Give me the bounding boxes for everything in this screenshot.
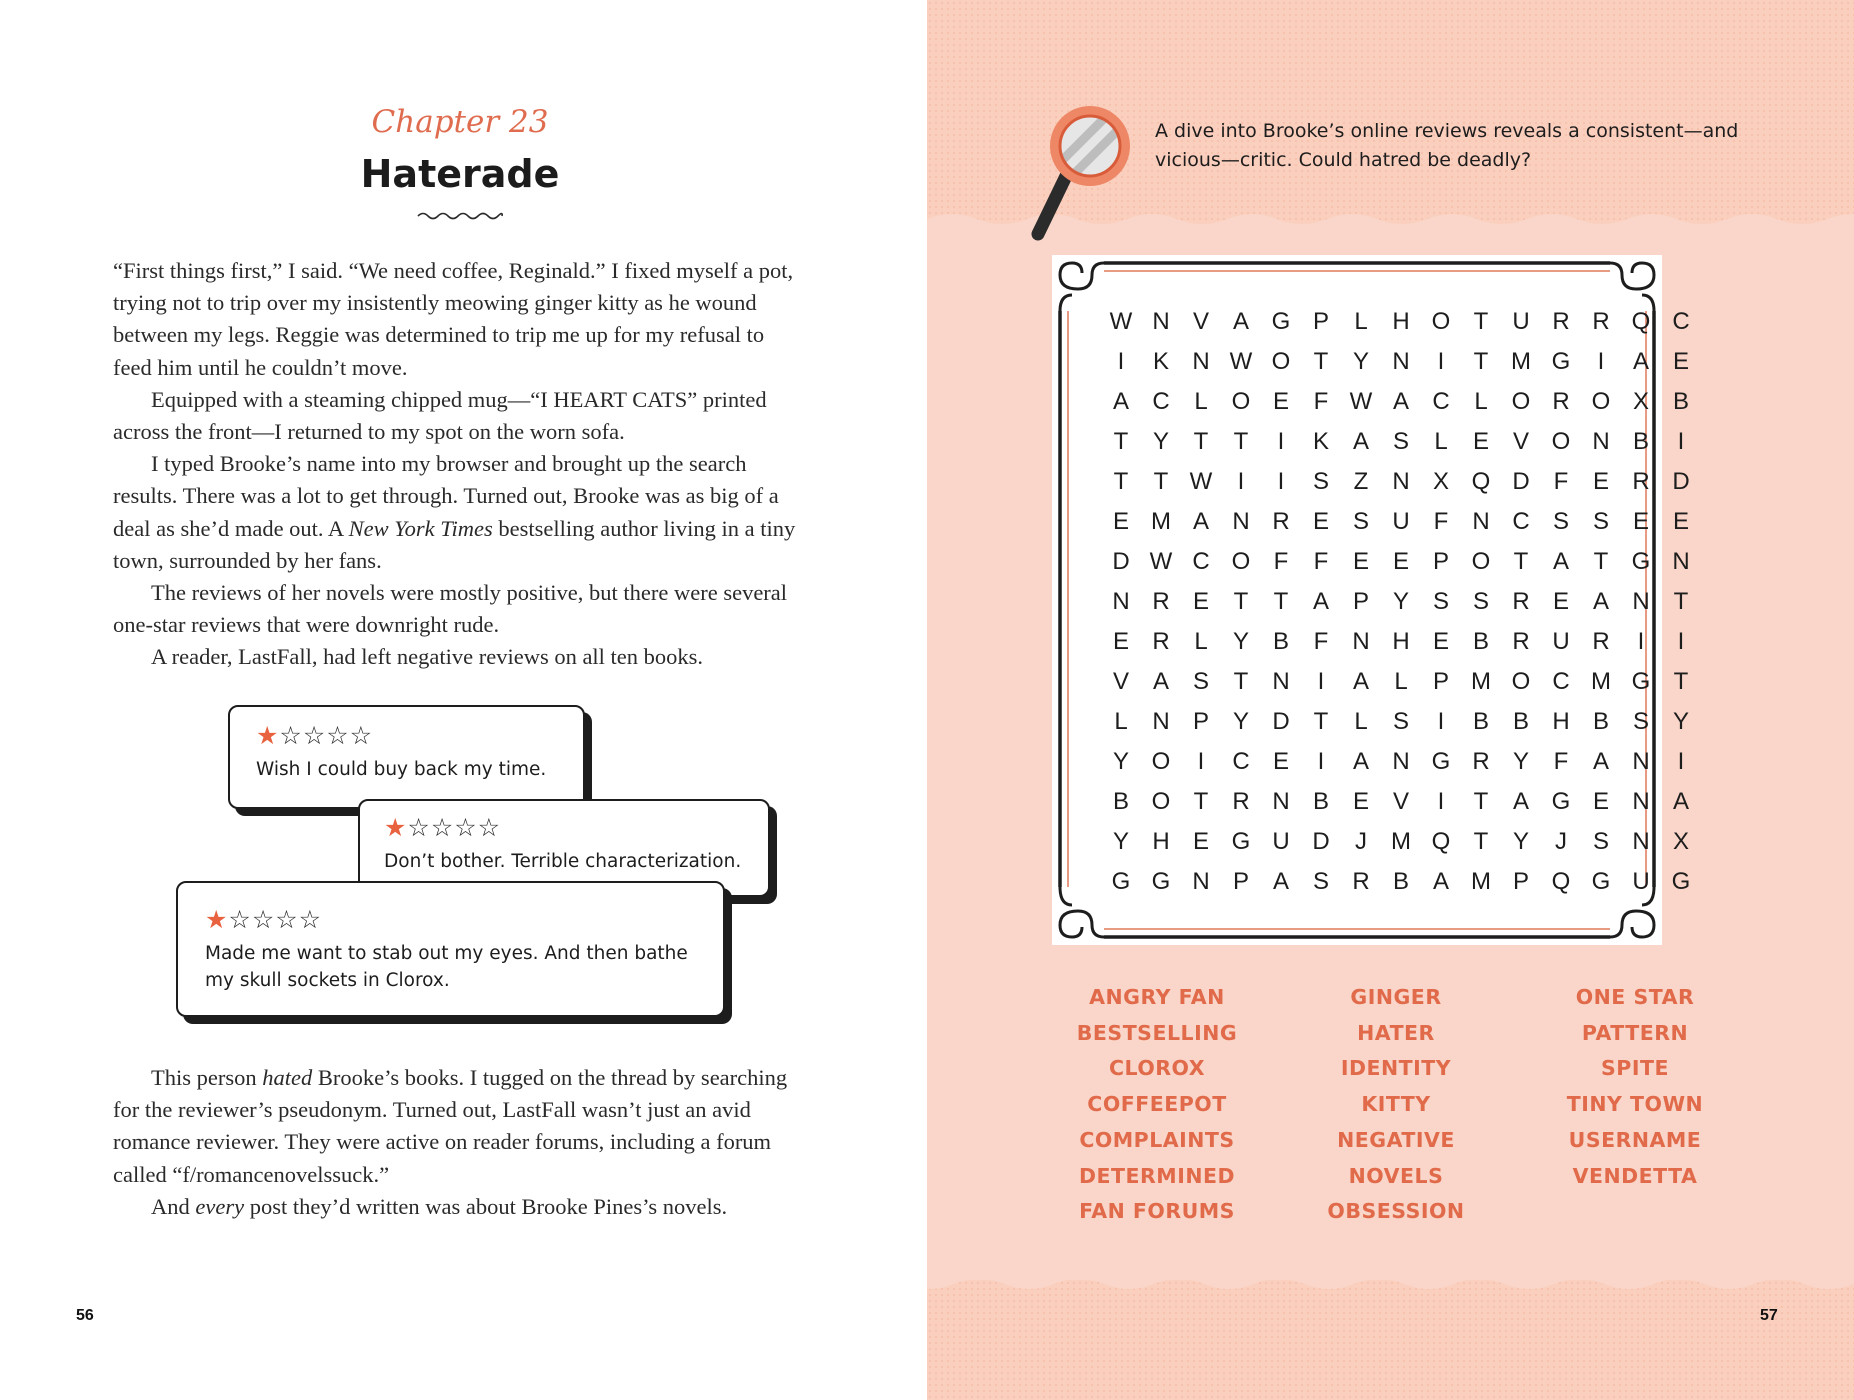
grid-letter[interactable]: H [1552,708,1570,735]
grid-letter[interactable]: B [1392,868,1409,895]
grid-letter[interactable]: E [1192,588,1209,615]
grid-letter[interactable]: S [1592,508,1609,535]
grid-letter[interactable]: L [1194,628,1208,655]
grid-letter[interactable]: S [1312,868,1329,895]
grid-letter[interactable]: Q [1471,468,1491,495]
star-rating [256,723,583,748]
grid-letter[interactable]: R [1152,588,1170,615]
grid-letter[interactable]: M [1151,508,1171,535]
grid-letter[interactable]: T [1233,428,1249,455]
grid-letter[interactable]: A [1352,668,1369,695]
word-list-item: DETERMINED [1079,1163,1235,1188]
grid-letter[interactable]: I [1197,748,1205,775]
grid-letter[interactable]: E [1112,628,1129,655]
grid-letter[interactable]: E [1472,428,1489,455]
grid-letter[interactable]: R [1592,628,1610,655]
grid-letter[interactable]: B [1632,428,1649,455]
grid-letter[interactable]: O [1231,388,1251,415]
grid-letter[interactable]: G [1591,868,1611,895]
grid-letter[interactable]: P [1192,708,1209,735]
grid-letter[interactable]: T [1673,588,1689,615]
grid-letter[interactable]: A [1592,588,1609,615]
grid-letter[interactable]: O [1271,348,1291,375]
grid-letter[interactable]: X [1672,828,1689,855]
paragraph: And every post they’d written was about Brooke Pines’s novels. [151,1193,728,1219]
grid-letter[interactable]: C [1512,508,1530,535]
grid-letter[interactable]: Y [1672,708,1689,735]
grid-letter[interactable]: A [1592,748,1609,775]
grid-letter[interactable]: N [1392,348,1410,375]
grid-letter[interactable]: C [1552,668,1570,695]
grid-letter[interactable]: N [1192,868,1210,895]
grid-letter[interactable]: O [1151,788,1171,815]
grid-letter[interactable]: O [1591,388,1611,415]
star-empty-icon: ☆☆☆☆ [228,905,323,934]
grid-letter[interactable]: N [1272,668,1290,695]
grid-letter[interactable]: C [1152,388,1170,415]
grid-letter[interactable]: J [1555,828,1567,855]
grid-letter[interactable]: M [1391,828,1411,855]
grid-letter[interactable]: R [1552,388,1570,415]
page-number-right: 57 [1760,1307,1778,1324]
grid-letter[interactable]: G [1151,868,1171,895]
grid-letter[interactable]: I [1237,468,1245,495]
grid-letter[interactable]: N [1632,788,1650,815]
grid-letter[interactable]: A [1552,548,1569,575]
grid-letter[interactable]: F [1273,548,1289,575]
grid-letter[interactable]: O [1511,668,1531,695]
grid-letter[interactable]: B [1472,708,1489,735]
grid-letter[interactable]: T [1113,428,1129,455]
grid-letter[interactable]: O [1551,428,1571,455]
grid-letter[interactable]: G [1431,748,1451,775]
word-list-item: USERNAME [1568,1127,1702,1152]
grid-letter[interactable]: N [1272,788,1290,815]
grid-letter[interactable]: R [1512,588,1530,615]
grid-letter[interactable]: E [1672,508,1689,535]
grid-letter[interactable]: K [1312,428,1329,455]
grid-letter[interactable]: I [1117,348,1125,375]
grid-letter[interactable]: N [1592,428,1610,455]
grid-letter[interactable]: T [1313,348,1329,375]
grid-letter[interactable]: U [1632,868,1650,895]
grid-letter[interactable]: F [1313,628,1329,655]
page-number-left: 56 [76,1307,94,1324]
grid-letter[interactable]: Y [1152,428,1169,455]
grid-letter[interactable]: P [1512,868,1529,895]
grid-letter[interactable]: I [1317,748,1325,775]
grid-letter[interactable]: D [1672,468,1690,495]
word-list-item: NOVELS [1348,1163,1444,1188]
word-list-item: KITTY [1361,1092,1431,1117]
grid-letter[interactable]: L [1434,428,1448,455]
grid-letter[interactable]: Q [1631,308,1651,335]
grid-letter[interactable]: M [1591,668,1611,695]
grid-letter[interactable]: R [1352,868,1370,895]
grid-letter[interactable]: A [1432,868,1449,895]
grid-letter[interactable]: O [1511,388,1531,415]
grid-letter[interactable]: N [1192,348,1210,375]
word-list-item: OBSESSION [1327,1199,1465,1224]
grid-letter[interactable]: X [1432,468,1449,495]
grid-letter[interactable]: V [1112,668,1129,695]
word-list-item: ONE STAR [1575,985,1695,1009]
paragraph: The reviews of her novels were mostly positive, but there were several one-star reviews that were downright rude. [113,580,788,638]
grid-letter[interactable]: A [1352,748,1369,775]
grid-letter[interactable]: T [1233,668,1249,695]
grid-letter[interactable]: Y [1112,748,1129,775]
body-text-top [113,255,803,674]
grid-letter[interactable]: B [1272,628,1289,655]
grid-letter[interactable]: E [1312,508,1329,535]
grid-letter[interactable]: I [1317,668,1325,695]
grid-letter[interactable]: F [1553,468,1569,495]
grid-letter[interactable]: Q [1551,868,1571,895]
grid-letter[interactable]: T [1193,788,1209,815]
grid-letter[interactable]: Z [1353,468,1369,495]
grid-letter[interactable]: R [1272,508,1290,535]
grid-letter[interactable]: I [1437,788,1445,815]
grid-letter[interactable]: E [1432,628,1449,655]
grid-letter[interactable]: S [1632,708,1649,735]
paragraph: I typed Brooke’s name into my browser and brought up the search results. There was a lot to get through. Turned out, Brooke was as big of a deal as she’d made out. A New York Times bestselling author living in a tiny town, surrounded by her fans. [113,451,796,573]
grid-letter[interactable]: W [1229,348,1253,375]
grid-letter[interactable]: E [1272,388,1289,415]
grid-letter[interactable]: L [1474,388,1488,415]
grid-letter[interactable]: H [1152,828,1170,855]
grid-letter[interactable]: E [1672,348,1689,375]
grid-letter[interactable]: L [1354,708,1368,735]
grid-letter[interactable]: W [1349,388,1373,415]
grid-letter[interactable]: A [1232,308,1249,335]
grid-letter[interactable]: N [1232,508,1250,535]
grid-letter[interactable]: W [1109,308,1133,335]
star-rating [205,907,703,932]
grid-letter[interactable]: I [1277,468,1285,495]
word-list-item: COMPLAINTS [1079,1127,1235,1152]
grid-letter[interactable]: Y [1512,748,1529,775]
grid-letter[interactable]: E [1352,548,1369,575]
grid-letter[interactable]: A [1352,428,1369,455]
grid-letter[interactable]: N [1672,548,1690,575]
grid-letter[interactable]: Y [1512,828,1529,855]
grid-letter[interactable]: A [1392,388,1409,415]
chapter-title: Haterade [360,152,560,196]
grid-letter[interactable]: T [1153,468,1169,495]
grid-letter[interactable]: B [1472,628,1489,655]
grid-letter[interactable]: R [1592,308,1610,335]
grid-letter[interactable]: Q [1431,828,1451,855]
grid-letter[interactable]: A [1192,508,1209,535]
grid-letter[interactable]: I [1437,348,1445,375]
word-list-item: VENDETTA [1572,1163,1698,1188]
grid-letter[interactable]: C [1232,748,1250,775]
star-filled-icon: ★ [205,905,229,934]
word-list-item: COFFEEPOT [1087,1092,1227,1117]
grid-letter[interactable]: F [1553,748,1569,775]
grid-letter[interactable]: R [1552,308,1570,335]
grid-letter[interactable]: P [1432,548,1449,575]
grid-letter[interactable]: T [1473,828,1489,855]
grid-letter[interactable]: P [1312,308,1329,335]
grid-letter[interactable]: A [1272,868,1289,895]
grid-letter[interactable]: T [1513,548,1529,575]
grid-letter[interactable]: S [1472,588,1489,615]
grid-letter[interactable]: S [1552,508,1569,535]
grid-letter[interactable]: P [1432,668,1449,695]
grid-letter[interactable]: A [1512,788,1529,815]
grid-letter[interactable]: A [1112,388,1129,415]
star-rating [384,815,768,840]
grid-letter[interactable]: N [1632,828,1650,855]
grid-letter[interactable]: Y [1392,588,1409,615]
grid-letter[interactable]: D [1512,468,1530,495]
grid-letter[interactable]: N [1632,588,1650,615]
paragraph: A reader, LastFall, had left negative reviews on all ten books. [151,644,704,670]
grid-letter[interactable]: Y [1232,708,1249,735]
paragraph: This person hated Brooke’s books. I tugged on the thread by searching for the reviewer’s pseudonym. Turned out, LastFall wasn’t just an avid romance reviewer. They were active on reader forums, including a forum called “f/romancenovelssuck.” [113,1065,788,1187]
squiggle-divider [416,210,504,222]
grid-letter[interactable]: B [1512,708,1529,735]
grid-letter[interactable]: B [1312,788,1329,815]
grid-letter[interactable]: E [1192,828,1209,855]
word-list-item: TINY TOWN [1566,1092,1704,1117]
grid-letter[interactable]: L [1194,388,1208,415]
grid-letter[interactable]: E [1272,748,1289,775]
grid-letter[interactable]: R [1512,628,1530,655]
grid-letter[interactable]: C [1672,308,1690,335]
grid-letter[interactable]: P [1352,588,1369,615]
grid-letter[interactable]: G [1111,868,1131,895]
grid-letter[interactable]: T [1593,548,1609,575]
grid-letter[interactable]: N [1632,748,1650,775]
grid-letter[interactable]: R [1232,788,1250,815]
grid-letter[interactable]: N [1472,508,1490,535]
star-empty-icon: ☆☆☆☆ [279,721,374,750]
grid-letter[interactable]: T [1473,788,1489,815]
grid-letter[interactable]: O [1151,748,1171,775]
grid-letter[interactable]: G [1671,868,1691,895]
word-list-item: HATER [1357,1020,1435,1045]
grid-letter[interactable]: U [1512,308,1530,335]
grid-letter[interactable]: B [1672,388,1689,415]
grid-letter[interactable]: R [1632,468,1650,495]
grid-letter[interactable]: G [1271,308,1291,335]
grid-letter[interactable]: O [1431,308,1451,335]
grid-letter[interactable]: I [1677,428,1685,455]
grid-letter[interactable]: E [1592,468,1609,495]
grid-letter[interactable]: V [1512,428,1529,455]
grid-letter[interactable]: R [1472,748,1490,775]
star-empty-icon: ☆☆☆☆ [407,813,502,842]
grid-letter[interactable]: C [1432,388,1450,415]
grid-letter[interactable]: T [1673,668,1689,695]
word-list-item: BESTSELLING [1076,1020,1238,1045]
word-list-item: NEGATIVE [1337,1127,1455,1152]
grid-letter[interactable]: U [1272,828,1290,855]
grid-letter[interactable]: N [1152,308,1170,335]
grid-letter[interactable]: Y [1232,628,1249,655]
grid-letter[interactable]: N [1112,588,1130,615]
grid-letter[interactable]: N [1392,468,1410,495]
grid-letter[interactable]: L [1114,708,1128,735]
grid-letter[interactable]: S [1192,668,1209,695]
body-text-bottom [113,1062,803,1223]
grid-letter[interactable]: G [1631,548,1651,575]
grid-letter[interactable]: T [1193,428,1209,455]
wave-divider-bottom [927,1270,1854,1300]
word-list-item: IDENTITY [1340,1056,1452,1081]
grid-letter[interactable]: E [1592,788,1609,815]
grid-letter[interactable]: B [1112,788,1129,815]
magnifying-glass-icon [1028,102,1153,247]
grid-letter[interactable]: I [1677,628,1685,655]
grid-letter[interactable]: T [1273,588,1289,615]
grid-letter[interactable]: C [1192,548,1210,575]
paragraph: Equipped with a steaming chipped mug—“I HEART CATS” printed across the front—I returned to my spot on the worn sofa. [113,386,767,445]
word-list-item: PATTERN [1581,1020,1689,1045]
grid-letter[interactable]: G [1551,348,1571,375]
review-text: Wish I could buy back my time. [256,759,547,780]
grid-letter[interactable]: S [1592,828,1609,855]
word-list-item: SPITE [1601,1056,1669,1081]
grid-letter[interactable]: I [1677,748,1685,775]
grid-letter[interactable]: F [1313,388,1329,415]
grid-letter[interactable]: F [1433,508,1449,535]
grid-letter[interactable]: T [1113,468,1129,495]
grid-letter[interactable]: A [1672,788,1689,815]
grid-letter[interactable]: F [1313,548,1329,575]
word-search-grid[interactable] [1101,302,1701,902]
grid-letter[interactable]: S [1312,468,1329,495]
grid-letter[interactable]: E [1552,588,1569,615]
grid-letter[interactable]: Y [1352,348,1369,375]
grid-letter[interactable]: K [1152,348,1169,375]
grid-letter[interactable]: E [1352,788,1369,815]
grid-letter[interactable]: T [1313,708,1329,735]
word-list-column-2 [1276,980,1516,1230]
right-page [927,0,1854,1400]
grid-letter[interactable]: W [1189,468,1213,495]
grid-letter[interactable]: N [1352,628,1370,655]
grid-letter[interactable]: N [1392,748,1410,775]
grid-letter[interactable]: A [1632,348,1649,375]
grid-letter[interactable]: P [1232,868,1249,895]
grid-letter[interactable]: R [1152,628,1170,655]
grid-letter[interactable]: I [1637,628,1645,655]
grid-letter[interactable]: B [1592,708,1609,735]
grid-letter[interactable]: V [1392,788,1409,815]
grid-letter[interactable]: S [1392,428,1409,455]
grid-letter[interactable]: L [1394,668,1408,695]
grid-letter[interactable]: J [1355,828,1367,855]
review-text: Don’t bother. Terrible characterization. [384,851,742,872]
review-card-3 [176,881,725,1017]
grid-letter[interactable]: L [1354,308,1368,335]
grid-letter[interactable]: U [1392,508,1410,535]
grid-letter[interactable]: A [1312,588,1329,615]
word-list-column-1 [1037,980,1277,1230]
grid-letter[interactable]: D [1272,708,1290,735]
grid-letter[interactable]: U [1552,628,1570,655]
grid-letter[interactable]: G [1631,668,1651,695]
grid-letter[interactable]: G [1231,828,1251,855]
grid-letter[interactable]: O [1231,548,1251,575]
grid-letter[interactable]: D [1312,828,1330,855]
word-list-item: GINGER [1350,985,1442,1009]
review-text: Made me want to stab out my eyes. And then bathe my skull sockets in Clorox. [205,943,688,991]
grid-letter[interactable]: S [1352,508,1369,535]
word-list-item: FAN FORUMS [1079,1199,1235,1224]
grid-letter[interactable]: A [1152,668,1169,695]
grid-letter[interactable]: M [1471,668,1491,695]
grid-letter[interactable]: I [1597,348,1605,375]
grid-letter[interactable]: H [1392,308,1410,335]
word-list-item: ANGRY FAN [1089,985,1225,1009]
grid-letter[interactable]: I [1437,708,1445,735]
star-filled-icon: ★ [384,813,408,842]
grid-letter[interactable]: V [1192,308,1209,335]
grid-letter[interactable]: N [1152,708,1170,735]
grid-letter[interactable]: H [1392,628,1410,655]
intro-text: A dive into Brooke’s online reviews reveals a consistent—and vicious—critic. Could hatred be deadly? [1155,120,1739,171]
grid-letter[interactable]: T [1473,348,1489,375]
grid-letter[interactable]: X [1632,388,1649,415]
grid-letter[interactable]: E [1632,508,1649,535]
word-list-column-3 [1515,980,1755,1194]
grid-letter[interactable]: S [1392,708,1409,735]
grid-letter[interactable]: W [1149,548,1173,575]
grid-letter[interactable]: E [1392,548,1409,575]
review-card-1 [228,705,585,809]
grid-letter[interactable]: Y [1112,828,1129,855]
grid-letter[interactable]: S [1432,588,1449,615]
grid-letter[interactable]: E [1112,508,1129,535]
grid-letter[interactable]: M [1511,348,1531,375]
chapter-label: Chapter 23 [371,104,549,140]
grid-letter[interactable]: T [1233,588,1249,615]
grid-letter[interactable]: G [1551,788,1571,815]
word-list-item: CLOROX [1108,1056,1206,1081]
grid-letter[interactable]: M [1471,868,1491,895]
paragraph: “First things first,” I said. “We need coffee, Reginald.” I fixed myself a pot, trying not to trip over my insistently meowing ginger kitty as he wound between my legs. Reggie was determined to trip me up for my refusal to feed him until he couldn’t move. [113,258,794,380]
star-filled-icon: ★ [256,721,280,750]
grid-letter[interactable]: D [1112,548,1130,575]
grid-letter[interactable]: T [1473,308,1489,335]
grid-letter[interactable]: O [1471,548,1491,575]
grid-letter[interactable]: I [1277,428,1285,455]
